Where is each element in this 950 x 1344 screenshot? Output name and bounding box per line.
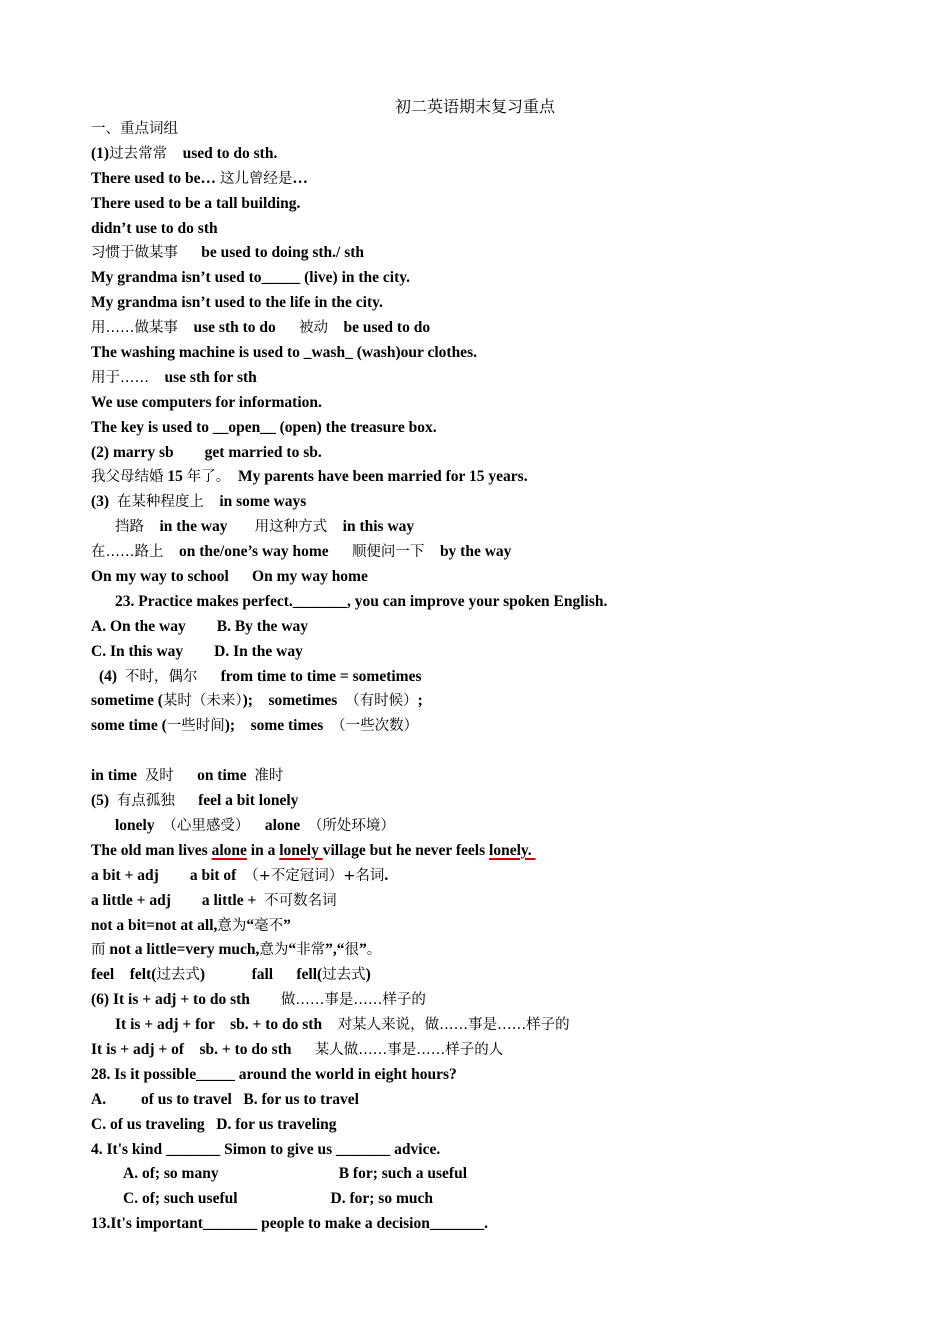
- text-line: [91, 515, 891, 540]
- line-segment: (3): [91, 493, 117, 511]
- line-segment: in time: [91, 767, 145, 785]
- line-segment: A. On the way B. By the way: [91, 617, 309, 635]
- line-segment: 意为: [217, 917, 247, 934]
- line-segment: C. of; such useful D. for; so much: [123, 1190, 433, 1208]
- line-segment: didn’t use to do sth: [91, 219, 218, 237]
- line-segment: “: [246, 916, 255, 934]
- underlined-word: alone: [211, 841, 247, 859]
- line-segment: It is + adj + of sb. + to do sth: [91, 1040, 315, 1058]
- text-line: [91, 565, 891, 590]
- line-segment: 很: [344, 942, 360, 959]
- line-segment: （心里感受）: [162, 817, 250, 834]
- line-segment: (1): [91, 144, 110, 162]
- line-segment: ) fall fell(: [199, 966, 323, 984]
- line-segment: 习惯于做某事: [91, 245, 178, 262]
- text-line: [91, 938, 891, 963]
- line-segment: in a: [246, 841, 280, 859]
- line-segment: 对某人来说，做……事是……样子的: [337, 1017, 570, 1034]
- line-segment: The old man lives: [91, 841, 212, 859]
- line-segment: There used to be…: [91, 169, 220, 187]
- line-segment: use sth for sth: [149, 368, 257, 386]
- text-line: [91, 167, 891, 192]
- line-segment: on the/one’s way home: [163, 543, 352, 561]
- line-segment: .: [384, 866, 389, 884]
- line-segment: in some ways: [203, 493, 307, 511]
- line-segment: 用……做某事: [91, 320, 178, 337]
- line-segment: village but he never feels: [322, 841, 490, 859]
- line-segment: 挡路: [115, 519, 144, 536]
- line-segment: (5): [91, 792, 117, 810]
- line-segment: 15: [163, 468, 187, 486]
- line-segment: 过去式: [156, 967, 200, 984]
- text-line: [91, 465, 891, 490]
- text-line: [91, 1013, 891, 1038]
- text-line: [91, 689, 891, 714]
- line-segment: a little + adj a little +: [91, 891, 265, 909]
- line-segment: lonely: [115, 816, 163, 834]
- line-segment: C. of us traveling D. for us traveling: [91, 1115, 337, 1133]
- line-segment: 13.It's important_______ people to make a decision_______.: [91, 1215, 488, 1233]
- line-segment: (4): [99, 667, 125, 685]
- text-line: [91, 416, 891, 441]
- text-line: [91, 1063, 891, 1088]
- line-segment: My grandma isn’t used to the life in the city.: [91, 294, 383, 312]
- line-segment: It is + adj + for sb. + to do sth: [115, 1016, 338, 1034]
- text-line: [91, 615, 891, 640]
- text-line: [91, 839, 891, 864]
- line-segment: not a bit=not at all,: [91, 916, 218, 934]
- line-segment: 顺便问一下: [351, 544, 425, 561]
- text-line: [91, 665, 891, 690]
- line-segment: on time: [173, 767, 255, 785]
- text-line: [91, 988, 891, 1013]
- line-segment: My parents have been married for 15 years.: [230, 468, 528, 486]
- line-segment: 28. Is it possible_____ around the world in eight hours?: [91, 1065, 457, 1083]
- text-line: [91, 192, 891, 217]
- line-segment: 被动: [299, 320, 329, 337]
- line-segment: 过去常常: [109, 145, 168, 162]
- line-segment: The washing machine is used to _wash_ (wash)our clothes.: [91, 344, 477, 362]
- line-segment: 用这种方式: [254, 519, 328, 536]
- text-line: [91, 590, 891, 615]
- line-segment: used to do sth.: [167, 144, 278, 162]
- line-segment: (6) It is + adj + to do sth: [91, 991, 281, 1009]
- text-line: [91, 1138, 891, 1163]
- text-line: [91, 341, 891, 366]
- line-segment: …: [292, 169, 308, 187]
- line-segment: 4. It's kind _______ Simon to give us _______ advice.: [91, 1140, 441, 1158]
- line-segment: My grandma isn’t used to_____ (live) in the city.: [91, 269, 411, 287]
- line-segment: 一、重点词组: [91, 121, 178, 137]
- text-line: [91, 1162, 891, 1187]
- line-segment: 某人做……事是……样子的人: [314, 1041, 504, 1058]
- line-segment: C. In this way D. In the way: [91, 642, 303, 660]
- text-line: [91, 914, 891, 939]
- line-segment: We use computers for information.: [91, 393, 322, 411]
- text-line: [91, 963, 891, 988]
- line-segment: （所处环境）: [307, 817, 395, 834]
- line-segment: 23. Practice makes perfect._______, you can improve your spoken English.: [115, 592, 608, 610]
- line-segment: 不时，偶尔: [124, 668, 198, 685]
- line-segment: 。: [366, 942, 382, 959]
- underlined-word: lonely: [279, 841, 323, 859]
- line-segment: be used to doing sth./ sth: [178, 244, 365, 262]
- text-line: [91, 217, 891, 242]
- line-segment: ); some times: [224, 717, 332, 735]
- line-segment: “: [288, 941, 297, 959]
- line-segment: (2) marry sb get married to sb.: [91, 443, 322, 461]
- line-segment: ”,“: [325, 941, 345, 959]
- text-line: [91, 142, 891, 167]
- line-segment: （一些次数）: [331, 718, 419, 735]
- line-segment: 做……事是……样子的: [280, 992, 426, 1009]
- text-line: [91, 864, 891, 889]
- line-segment: not a little=very much,: [105, 941, 260, 959]
- line-segment: A. of; so many B for; such a useful: [123, 1165, 468, 1183]
- line-segment: The key is used to __open__ (open) the treasure box.: [91, 418, 437, 436]
- line-segment: 我父母结婚: [91, 469, 164, 486]
- line-segment: feel felt(: [91, 966, 157, 984]
- text-line: [91, 391, 891, 416]
- text-line: [91, 889, 891, 914]
- line-segment: 有点孤独: [116, 793, 175, 810]
- underlined-word: lonely.: [489, 841, 536, 859]
- text-line: [91, 540, 891, 565]
- line-segment: 毫不: [254, 917, 284, 934]
- text-line: [91, 1038, 891, 1063]
- line-segment: 年了。: [186, 469, 231, 486]
- text-line: [91, 640, 891, 665]
- text-line: [91, 1088, 891, 1113]
- line-segment: 及时: [144, 768, 174, 785]
- text-line: [91, 241, 891, 266]
- line-segment: in this way: [327, 518, 415, 536]
- text-line: [91, 1187, 891, 1212]
- line-segment: ”: [283, 916, 291, 934]
- text-line: [91, 441, 891, 466]
- text-line: [91, 490, 891, 515]
- text-line: [91, 814, 891, 839]
- line-segment: 非常: [296, 942, 326, 959]
- line-segment: 不可数名词: [264, 892, 337, 909]
- line-segment: ): [365, 966, 371, 984]
- line-segment: 准时: [254, 768, 284, 785]
- line-segment: There used to be a tall building.: [91, 194, 301, 212]
- line-segment: ;: [417, 692, 423, 710]
- line-segment: （有时候）: [345, 693, 418, 710]
- line-segment: 而: [91, 942, 106, 959]
- line-segment: （+不定冠词）+名词: [244, 867, 385, 884]
- text-line: [91, 117, 891, 142]
- line-segment: 某时（未来）: [162, 693, 243, 710]
- text-line: [91, 1113, 891, 1138]
- line-segment: ”: [359, 941, 367, 959]
- page-title: 初二英语期末复习重点: [394, 99, 555, 116]
- line-segment: feel a bit lonely: [174, 792, 299, 810]
- line-segment: 用于……: [91, 369, 149, 386]
- line-segment: some time (: [91, 717, 167, 735]
- line-segment: On my way to school On my way home: [91, 568, 368, 586]
- text-line: [91, 1212, 891, 1237]
- text-line: [91, 266, 891, 291]
- line-segment: use sth to do: [178, 319, 300, 337]
- text-line: [91, 764, 891, 789]
- text-line: [91, 714, 891, 739]
- line-segment: alone: [249, 816, 308, 834]
- line-segment: 在某种程度上: [116, 494, 204, 511]
- line-segment: 在……路上: [91, 544, 164, 561]
- text-line: [91, 316, 891, 341]
- line-segment: in the way: [144, 518, 255, 536]
- line-segment: sometime (: [91, 692, 163, 710]
- line-segment: 这儿曾经是: [219, 170, 293, 187]
- line-segment: from time to time = sometimes: [197, 667, 422, 685]
- line-segment: by the way: [424, 543, 512, 561]
- text-line: [91, 789, 891, 814]
- text-line: [91, 291, 891, 316]
- document-body: [91, 117, 891, 1237]
- line-segment: ); sometimes: [242, 692, 346, 710]
- line-segment: A. of us to travel B. for us to travel: [91, 1090, 359, 1108]
- line-segment: be used to do: [328, 319, 431, 337]
- text-line: [91, 366, 891, 391]
- line-segment: a bit + adj a bit of: [91, 866, 245, 884]
- line-segment: 意为: [259, 942, 289, 959]
- line-segment: 过去式: [322, 967, 366, 984]
- line-segment: 一些时间: [166, 718, 225, 735]
- blank-line: [91, 739, 891, 764]
